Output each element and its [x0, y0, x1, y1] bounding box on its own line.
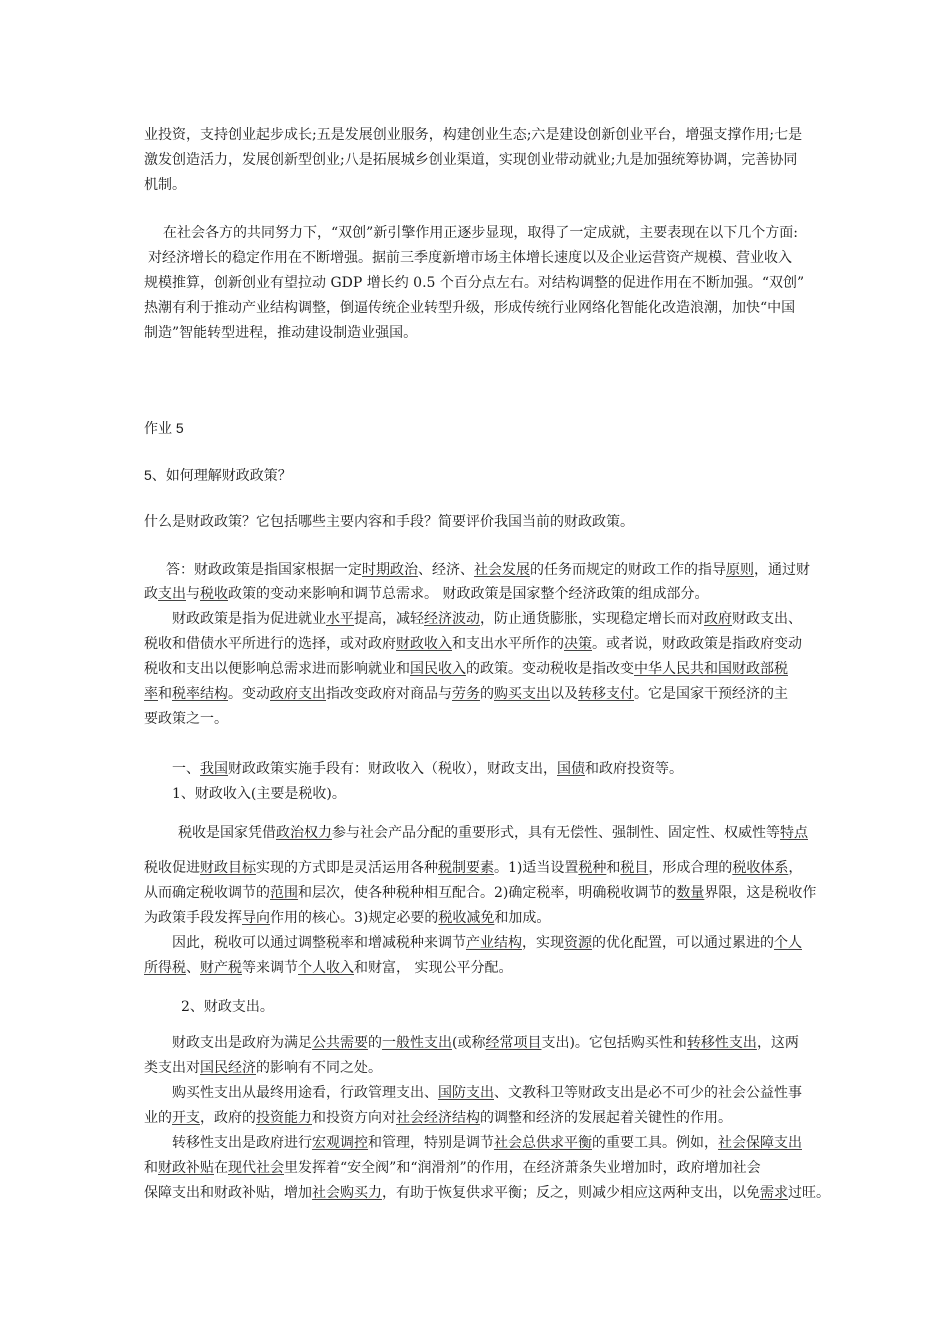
- text-run: 提高，减轻: [354, 611, 424, 627]
- hyperlink-term[interactable]: 税目: [620, 860, 649, 876]
- text-run: 为政策手段发挥: [144, 910, 242, 926]
- hyperlink-term[interactable]: 财政收入: [396, 636, 452, 652]
- paragraph-line: [144, 273, 804, 293]
- hyperlink-term[interactable]: 财产税: [200, 960, 242, 976]
- paragraph-line: [144, 908, 550, 928]
- hyperlink-term[interactable]: 国民收入: [410, 661, 466, 677]
- text-run: 和: [606, 860, 621, 876]
- hyperlink-term[interactable]: 经常项目: [485, 1035, 542, 1051]
- hyperlink-term[interactable]: 财政补贴: [158, 1160, 214, 1176]
- text-run: 保障支出和财政补贴，增加: [144, 1185, 312, 1201]
- paragraph-line: [144, 175, 186, 195]
- text-run: ，通过财: [754, 562, 810, 578]
- text-run: 什么是财政政策？它包括哪些主要内容和手段？简要评价我国当前的财政政策。: [144, 514, 634, 530]
- hyperlink-term[interactable]: 政府: [704, 611, 732, 627]
- text-run: ，政府的: [200, 1110, 256, 1126]
- paragraph-line: [144, 323, 417, 343]
- paragraph-line: [178, 823, 808, 843]
- hyperlink-term[interactable]: 中华人民共和国财政部税: [634, 661, 788, 677]
- hyperlink-term[interactable]: 国民经济: [200, 1060, 256, 1076]
- text-run: 。它是国家干预经济的主: [634, 686, 788, 702]
- paragraph-line: [172, 1033, 799, 1053]
- hyperlink-term[interactable]: 社会保障支出: [718, 1135, 802, 1151]
- text-run: 税收促进: [144, 860, 200, 876]
- hyperlink-term[interactable]: 税制要素: [438, 860, 494, 876]
- hyperlink-term[interactable]: 数量: [676, 885, 705, 901]
- hyperlink-term[interactable]: 范围: [270, 885, 298, 901]
- hyperlink-term[interactable]: 国债: [557, 761, 585, 777]
- text-run: 界限，这是税收作: [704, 885, 817, 901]
- text-run: 制造”智能转型进程，推动建设制造业强国。: [144, 325, 418, 341]
- text-run: 要政策之一。: [144, 711, 228, 727]
- text-run: 作用的核心。3)规定必要的: [270, 910, 439, 926]
- hyperlink-term[interactable]: 转移支付: [578, 686, 634, 702]
- hyperlink-term[interactable]: 我国: [200, 761, 228, 777]
- text-run: 支出)。它包括购买性和: [541, 1035, 687, 1051]
- text-run: 答：财政政策是指国家根据一定: [166, 562, 362, 578]
- hyperlink-term[interactable]: 决策: [564, 636, 592, 652]
- paragraph-line: [163, 223, 798, 243]
- hyperlink-term[interactable]: 支出: [158, 586, 186, 602]
- hyperlink-term[interactable]: 原则: [726, 562, 754, 578]
- hyperlink-term[interactable]: 需求: [760, 1185, 788, 1201]
- hyperlink-term[interactable]: 产业结构: [466, 935, 522, 951]
- text-run: 和层次，使各种税种相互配合。2)确定税率，明确税收调节的: [298, 885, 677, 901]
- text-run: 政: [144, 586, 158, 602]
- hyperlink-term[interactable]: 一般性支出: [382, 1035, 452, 1051]
- text-run: 税收和支出以便影响总需求进而影响就业和: [144, 661, 410, 677]
- text-run: 和财富， 实现公平分配。: [354, 960, 513, 976]
- text-run: 从而确定税收调节的: [144, 885, 270, 901]
- text-run: 、经济、: [418, 562, 474, 578]
- text-run: 因此，税收可以通过调整税率和增减税种来调节: [172, 935, 466, 951]
- text-run: 转移性支出是政府进行: [172, 1135, 312, 1151]
- text-run: 在社会各方的共同努力下，“双创”新引擎作用正逐步显现，取得了一定成就，主要表现在以下几个方面:: [163, 225, 799, 241]
- text-run: 里发挥着“安全阀”和“润滑剂”的作用，在经济萧条失业增加时，政府增加社会: [284, 1160, 761, 1176]
- text-run: 和: [158, 686, 172, 702]
- paragraph-line: [144, 125, 802, 145]
- text-run: 财政支出、: [732, 611, 802, 627]
- hyperlink-term[interactable]: 税收: [200, 586, 228, 602]
- text-run: ，防止通货膨胀，实现稳定增长而对: [480, 611, 704, 627]
- text-run: 作业 5: [144, 420, 184, 436]
- text-run: 政策的变动来影响和调节总需求。 财政政策是国家整个经济政策的组成部分。: [228, 586, 709, 602]
- hyperlink-term[interactable]: 劳务: [452, 686, 480, 702]
- answer-line: [144, 684, 788, 704]
- text-run: 的: [368, 1035, 382, 1051]
- text-run: 财政政策是指为促进就业: [172, 611, 326, 627]
- text-run: 的重要工具。例如，: [592, 1135, 718, 1151]
- paragraph-line: [144, 858, 802, 878]
- hyperlink-term[interactable]: 社会经济结构: [396, 1110, 480, 1126]
- text-run: ，这两: [756, 1035, 799, 1051]
- hyperlink-term[interactable]: 社会发展: [474, 562, 530, 578]
- hyperlink-term[interactable]: 税收体系: [732, 860, 789, 876]
- paragraph-line: [144, 1183, 830, 1203]
- assignment-heading: [144, 418, 184, 438]
- hyperlink-term[interactable]: 时期政治: [362, 562, 418, 578]
- question-text: [144, 512, 634, 532]
- text-run: 税收和借债水平所进行的选择，或对政府: [144, 636, 396, 652]
- text-run: 的任务而规定的财政工作的指导: [530, 562, 726, 578]
- text-run: 财政支出是政府为满足: [172, 1035, 312, 1051]
- hyperlink-term[interactable]: 转移性支出: [686, 1035, 757, 1051]
- paragraph-line: [144, 958, 512, 978]
- text-run: 和支出水平所作的: [452, 636, 564, 652]
- text-run: 的调整和经济的发展起着关键性的作用。: [480, 1110, 732, 1126]
- answer-line: [166, 560, 810, 580]
- hyperlink-term[interactable]: 经济波动: [424, 611, 480, 627]
- text-run: 指改变政府对商品与: [326, 686, 452, 702]
- text-run: 热潮有利于推动产业结构调整，倒逼传统企业转型升级，形成传统行业网络化智能化改造浪潮，加快“中国: [144, 300, 796, 316]
- text-run: 对经济增长的稳定作用在不断增强。据前三季度新增市场主体增长速度以及企业运营资产规模、营业收入: [148, 250, 792, 266]
- text-run: 的优化配置，可以通过累进的: [592, 935, 774, 951]
- answer-line: [144, 659, 788, 679]
- paragraph-line: [172, 933, 802, 953]
- hyperlink-term[interactable]: 开支: [172, 1110, 200, 1126]
- hyperlink-term[interactable]: 社会购买力: [312, 1185, 382, 1201]
- text-run: 业的: [144, 1110, 172, 1126]
- answer-line: [144, 709, 228, 729]
- hyperlink-term[interactable]: 社会总供求平衡: [494, 1135, 592, 1151]
- text-run: 和政府投资等。: [585, 761, 683, 777]
- text-run: 。或者说，财政政策是指政府变动: [592, 636, 802, 652]
- paragraph-line: [144, 298, 795, 318]
- text-run: ，: [788, 860, 803, 876]
- text-run: 和加成。: [494, 910, 551, 926]
- text-run: 参与社会产品分配的重要形式，具有无偿性、强制性、固定性、权威性等: [332, 825, 780, 841]
- hyperlink-term[interactable]: 现代社会: [228, 1160, 284, 1176]
- hyperlink-term[interactable]: 所得税: [144, 960, 186, 976]
- text-run: 5、如何理解财政政策？: [144, 467, 292, 483]
- paragraph-line: [144, 1158, 761, 1178]
- hyperlink-term[interactable]: 特点: [780, 825, 808, 841]
- hyperlink-term[interactable]: 导向: [242, 910, 270, 926]
- text-run: 的影响有不同之处。: [256, 1060, 382, 1076]
- text-run: 、: [186, 960, 200, 976]
- hyperlink-term[interactable]: 国防支出: [438, 1085, 494, 1101]
- question-title: [144, 465, 292, 485]
- hyperlink-term[interactable]: 资源: [564, 935, 592, 951]
- text-run: 机制。: [144, 177, 186, 193]
- text-run: 和: [144, 1160, 158, 1176]
- hyperlink-term[interactable]: 个人收入: [298, 960, 354, 976]
- hyperlink-term[interactable]: 购买支出: [494, 686, 550, 702]
- subsection-heading: [181, 997, 274, 1017]
- hyperlink-term[interactable]: 税种: [578, 860, 607, 876]
- hyperlink-term[interactable]: 水平: [326, 611, 354, 627]
- answer-line: [144, 584, 708, 604]
- text-run: 与: [186, 586, 200, 602]
- text-run: 的政策。变动税收是指改变: [466, 661, 634, 677]
- hyperlink-term[interactable]: 个人: [774, 935, 802, 951]
- paragraph-line: [144, 883, 816, 903]
- text-run: 财政政策实施手段有：财政收入（税收），财政支出，: [228, 761, 557, 777]
- text-run: 的: [480, 686, 494, 702]
- text-run: 、文教科卫等财政支出是必不可少的社会公益性事: [494, 1085, 802, 1101]
- hyperlink-term[interactable]: 公共需要: [312, 1035, 368, 1051]
- text-run: 业投资，支持创业起步成长;五是发展创业服务，构建创业生态;六是建设创新创业平台，增强支撑作用;七是: [144, 127, 803, 143]
- text-run: 等来调节: [242, 960, 298, 976]
- text-run: 实现的方式即是灵活运用各种: [256, 860, 438, 876]
- hyperlink-term[interactable]: 税率结构: [172, 686, 228, 702]
- subsection-heading: [172, 784, 346, 804]
- text-run: 过旺。: [788, 1185, 830, 1201]
- text-run: ，实现: [522, 935, 564, 951]
- answer-line: [144, 634, 802, 654]
- text-run: 1、财政收入(主要是税收)。: [172, 786, 346, 802]
- text-run: 以及: [550, 686, 578, 702]
- hyperlink-term[interactable]: 政府支出: [270, 686, 326, 702]
- section-line: [172, 759, 683, 779]
- text-run: 。1)适当设置: [494, 860, 579, 876]
- text-run: 规模推算，创新创业有望拉动 GDP 增长约 0.5 个百分点左右。对结构调整的促进作用在不断加强。“双创”: [144, 275, 805, 291]
- text-run: 和管理，特别是调节: [368, 1135, 494, 1151]
- text-run: 购买性支出从最终用途看，行政管理支出、: [172, 1085, 438, 1101]
- paragraph-line: [144, 1058, 382, 1078]
- text-run: 和投资方向对: [312, 1110, 396, 1126]
- answer-line: [172, 609, 802, 629]
- hyperlink-term[interactable]: 率: [144, 686, 158, 702]
- hyperlink-term[interactable]: 税收减免: [438, 910, 495, 926]
- text-run: 激发创造活力，发展创新型创业;八是拓展城乡创业渠道，实现创业带动就业;九是加强统筹协调，完善协同: [144, 152, 798, 168]
- hyperlink-term[interactable]: 投资能力: [256, 1110, 312, 1126]
- paragraph-line: [172, 1083, 802, 1103]
- text-run: 2、财政支出。: [181, 999, 274, 1015]
- paragraph-line: [172, 1133, 802, 1153]
- text-run: 税收是国家凭借: [178, 825, 276, 841]
- text-run: 在: [214, 1160, 228, 1176]
- hyperlink-term[interactable]: 政治权力: [276, 825, 332, 841]
- text-run: ，有助于恢复供求平衡；反之，则减少相应这两种支出，以免: [382, 1185, 760, 1201]
- paragraph-line: [144, 150, 797, 170]
- text-run: 一、: [172, 761, 200, 777]
- paragraph-line: [144, 1108, 732, 1128]
- text-run: (或称: [452, 1035, 486, 1051]
- hyperlink-term[interactable]: 宏观调控: [312, 1135, 368, 1151]
- paragraph-line: [148, 248, 792, 268]
- hyperlink-term[interactable]: 财政目标: [200, 860, 256, 876]
- text-run: 。变动: [228, 686, 270, 702]
- text-run: ，形成合理的: [648, 860, 733, 876]
- text-run: 类支出对: [144, 1060, 200, 1076]
